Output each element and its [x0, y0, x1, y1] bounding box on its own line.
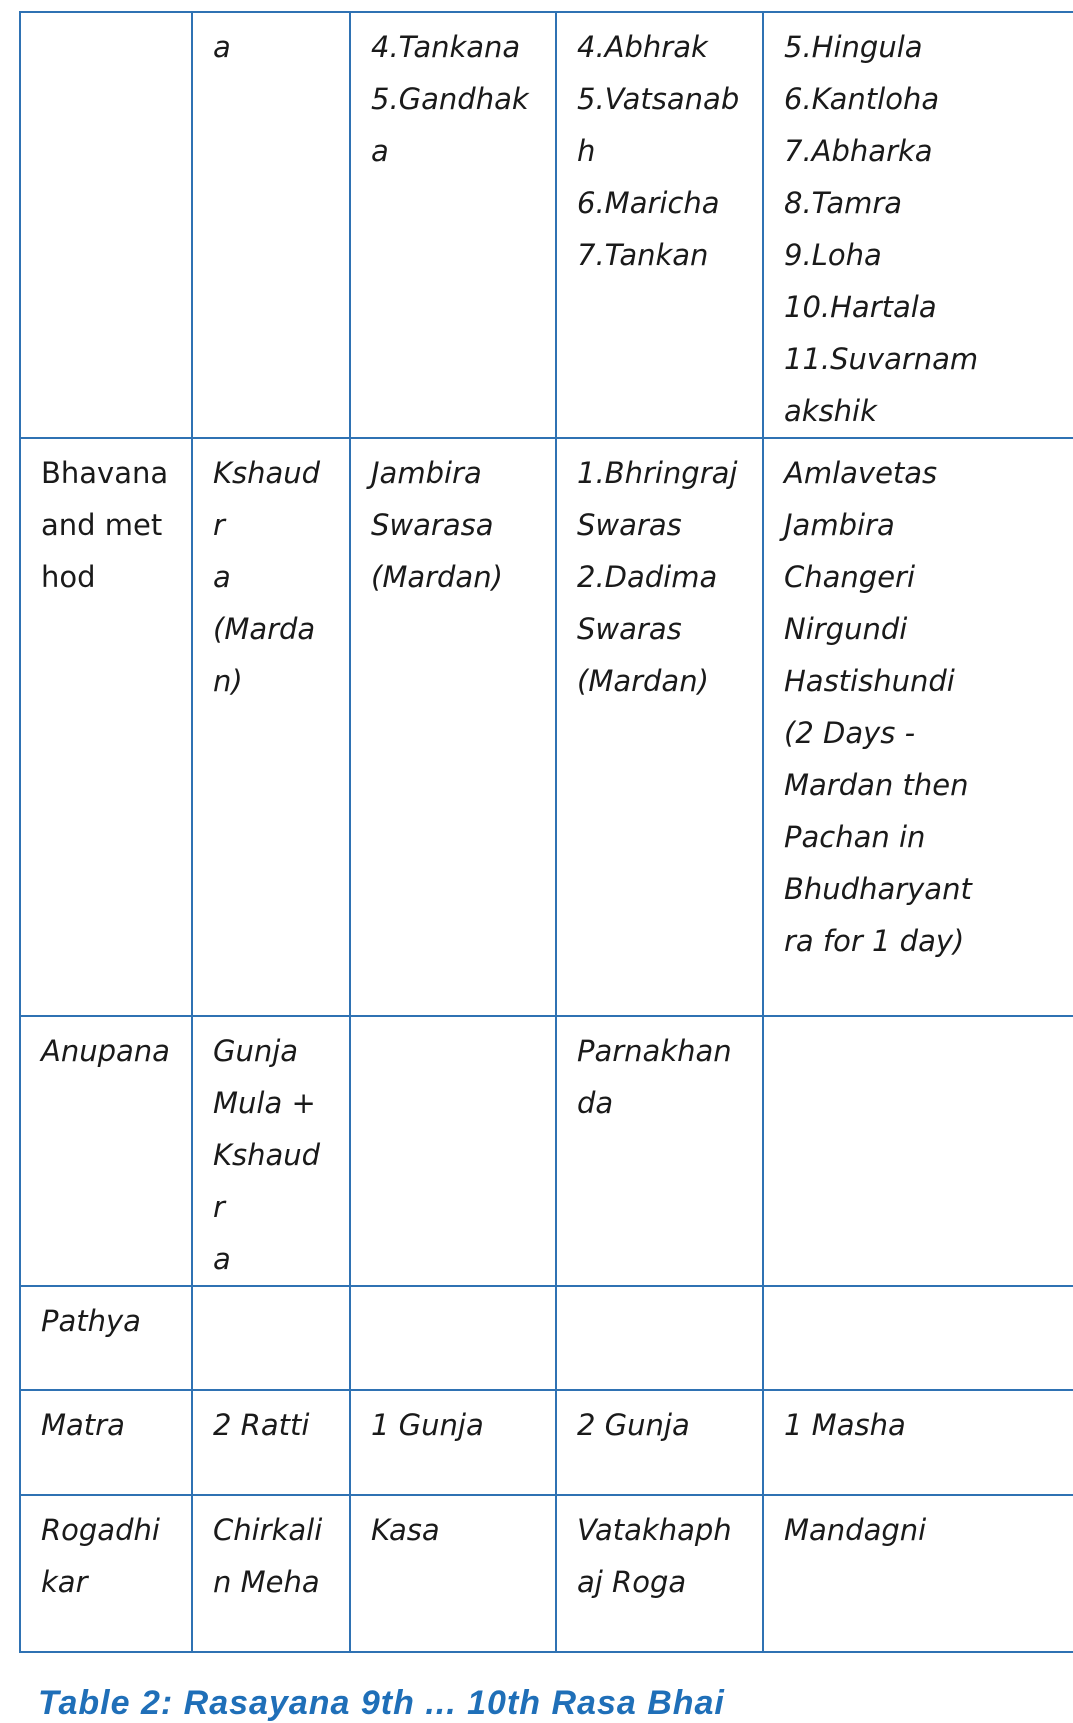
- cell-ingredients-1: a: [192, 12, 350, 438]
- cell-bhavana-3: 1.Bhringraj Swaras 2.Dadima Swaras (Mardan): [556, 438, 763, 1016]
- cell-ingredients-4: 5.Hingula 6.Kantloha 7.Abharka 8.Tamra 9.Loha 10.Hartala 11.Suvarnam akshik: [763, 12, 1073, 438]
- cell-anupana-3: Parnakhan da: [556, 1016, 763, 1286]
- cell-rogadhikar-1: Chirkali n Meha: [192, 1495, 350, 1652]
- table-row-ingredients: [20, 12, 1073, 438]
- cell-matra-1: 2 Ratti: [192, 1390, 350, 1495]
- cell-bhavana-4: Amlavetas Jambira Changeri Nirgundi Hastishundi (2 Days - Mardan then Pachan in Bhudharyant ra for 1 day): [763, 438, 1073, 1016]
- row-label-bhavana: Bhavana and method: [20, 438, 192, 1016]
- cell-pathya-1: [192, 1286, 350, 1390]
- cell-matra-4: 1 Masha: [763, 1390, 1073, 1495]
- cell-rogadhikar-4: Mandagni: [763, 1495, 1073, 1652]
- table-row-matra: [20, 1390, 1073, 1495]
- row-label-pathya: Pathya: [20, 1286, 192, 1390]
- cell-rogadhikar-3: Vatakhaph aj Roga: [556, 1495, 763, 1652]
- cell-rogadhikar-2: Kasa: [350, 1495, 556, 1652]
- cell-pathya-3: [556, 1286, 763, 1390]
- formulation-table: [19, 11, 1073, 1653]
- table-caption: Table 2: Rasayana 9th ... 10th Rasa Bhai: [38, 1684, 725, 1722]
- row-label-ingredients: [20, 12, 192, 438]
- cell-ingredients-2: 4.Tankana 5.Gandhak a: [350, 12, 556, 438]
- cell-matra-3: 2 Gunja: [556, 1390, 763, 1495]
- cell-anupana-1: Gunja Mula + Kshaudr a: [192, 1016, 350, 1286]
- cell-bhavana-2: Jambira Swarasa (Mardan): [350, 438, 556, 1016]
- table-row-anupana: [20, 1016, 1073, 1286]
- cell-ingredients-3: 4.Abhrak 5.Vatsanab h 6.Maricha 7.Tankan: [556, 12, 763, 438]
- cell-pathya-2: [350, 1286, 556, 1390]
- table-row-pathya: [20, 1286, 1073, 1390]
- row-label-anupana: Anupana: [20, 1016, 192, 1286]
- table-row-bhavana: [20, 438, 1073, 1016]
- cell-pathya-4: [763, 1286, 1073, 1390]
- row-label-matra: Matra: [20, 1390, 192, 1495]
- cell-anupana-4: [763, 1016, 1073, 1286]
- cell-matra-2: 1 Gunja: [350, 1390, 556, 1495]
- cell-anupana-2: [350, 1016, 556, 1286]
- row-label-rogadhikar: Rogadhikar: [20, 1495, 192, 1652]
- cell-bhavana-1: Kshaudr a (Marda n): [192, 438, 350, 1016]
- table-row-rogadhikar: [20, 1495, 1073, 1652]
